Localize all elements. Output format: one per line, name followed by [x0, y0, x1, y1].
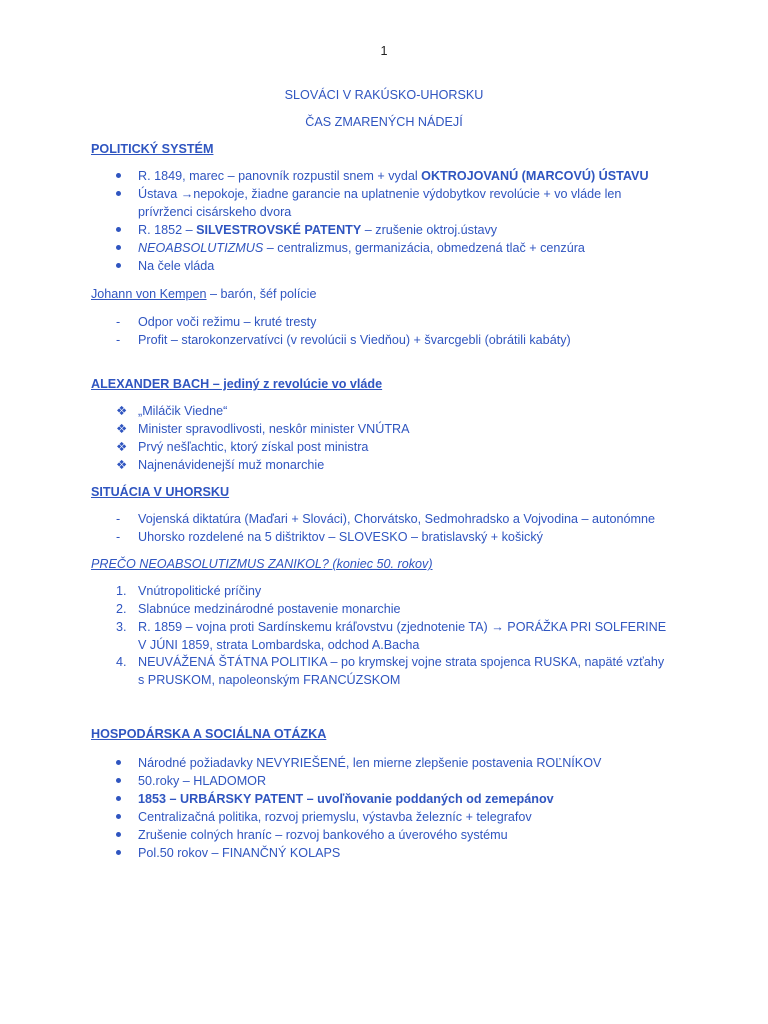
diamond-marker: ❖	[116, 422, 128, 436]
bullet-marker	[116, 239, 121, 257]
list-item: R. 1852 – SILVESTROVSKÉ PATENTY – zrušenie oktroj.ústavy	[138, 223, 498, 237]
list-item-continuation: V JÚNI 1859, strata Lombardska, odchod A.Bacha	[138, 638, 420, 652]
dash-marker: -	[116, 333, 121, 347]
diamond-marker: ❖	[116, 404, 128, 418]
bullet-marker	[116, 185, 121, 203]
list-item: Ústava →nepokoje, žiadne garancie na uplatnenie výdobytkov revolúcie + vo vláde len	[138, 187, 622, 201]
kempen-name: Johann von Kempen	[91, 287, 207, 301]
bullet-marker	[116, 754, 121, 772]
list-item: Odpor voči režimu – kruté tresty	[138, 315, 317, 329]
bullet-marker	[116, 808, 121, 826]
dash-marker: -	[116, 530, 121, 544]
list-item: Najnenávidenejší muž monarchie	[138, 458, 325, 472]
list-item: Profit – starokonzervatívci (v revolúcii s Viedňou) + švarcgebli (obrátili kabáty)	[138, 333, 571, 347]
list-item: Pol.50 rokov – FINANČNÝ KOLAPS	[138, 846, 341, 860]
list-item: Prvý nešľachtic, ktorý získal post ministra	[138, 440, 369, 454]
document-subtitle: ČAS ZMARENÝCH NÁDEJÍ	[305, 115, 463, 129]
bullet-marker	[116, 167, 121, 185]
list-item: Zrušenie colných hraníc – rozvoj bankového a úverového systému	[138, 828, 508, 842]
list-item: 50.roky – HLADOMOR	[138, 774, 267, 788]
diamond-marker: ❖	[116, 458, 128, 472]
list-item-continuation: prívrženci cisárskeho dvora	[138, 205, 292, 219]
list-item: Národné požiadavky NEVYRIEŠENÉ, len mierne zlepšenie postavenia ROĽNÍKOV	[138, 756, 602, 770]
diamond-marker: ❖	[116, 440, 128, 454]
section-heading-situation-hungary: SITUÁCIA V UHORSKU	[91, 485, 230, 499]
number-marker: 1.	[116, 584, 127, 598]
document-title: SLOVÁCI V RAKÚSKO-UHORSKU	[284, 88, 484, 102]
list-item: R. 1849, marec – panovník rozpustil snem + vydal OKTROJOVANÚ (MARCOVÚ) ÚSTAVU	[138, 169, 649, 183]
list-item: Vojenská diktatúra (Maďari + Slováci), Chorvátsko, Sedmohradsko a Vojvodina – autonómne	[138, 512, 656, 526]
bullet-marker	[116, 790, 121, 808]
list-item: „Miláčik Viedne“	[138, 404, 228, 418]
bullet-marker	[116, 257, 121, 275]
section-heading-alexander-bach: ALEXANDER BACH – jediný z revolúcie vo vláde	[91, 377, 383, 391]
bullet-marker	[116, 772, 121, 790]
section-heading-why-ended: PREČO NEOABSOLUTIZMUS ZANIKOL? (koniec 50. rokov)	[91, 557, 433, 571]
list-item: Uhorsko rozdelené na 5 dištriktov – SLOVESKO – bratislavský + košický	[138, 530, 543, 544]
list-item: R. 1859 – vojna proti Sardínskemu kráľovstvu (zjednotenie TA) → PORÁŽKA PRI SOLFERINE	[138, 620, 667, 634]
section-heading-political-system: POLITICKÝ SYSTÉM	[91, 142, 214, 156]
list-item: NEUVÁŽENÁ ŠTÁTNA POLITIKA – po krymskej vojne strata spojenca RUSKA, napäté vzťahy	[138, 655, 665, 669]
dash-marker: -	[116, 512, 121, 526]
bullet-marker	[116, 221, 121, 239]
page-number: 1	[380, 44, 388, 58]
list-item: Minister spravodlivosti, neskôr minister VNÚTRA	[138, 422, 410, 436]
bullet-marker	[116, 844, 121, 862]
list-item: Vnútropolitické príčiny	[138, 584, 262, 598]
bullet-marker	[116, 826, 121, 844]
number-marker: 2.	[116, 602, 127, 616]
list-item: Centralizačná politika, rozvoj priemyslu, výstavba železníc + telegrafov	[138, 810, 532, 824]
list-item: 1853 – URBÁRSKY PATENT – uvoľňovanie poddaných od zemepánov	[138, 792, 554, 806]
list-item: NEOABSOLUTIZMUS – centralizmus, germanizácia, obmedzená tlač + cenzúra	[138, 241, 585, 255]
number-marker: 4.	[116, 655, 127, 669]
list-item: Slabnúce medzinárodné postavenie monarchie	[138, 602, 401, 616]
section-heading-economic-social: HOSPODÁRSKA A SOCIÁLNA OTÁZKA	[91, 727, 327, 741]
list-item: Na čele vláda	[138, 259, 215, 273]
dash-marker: -	[116, 315, 121, 329]
list-item-continuation: s PRUSKOM, napoleonským FRANCÚZSKOM	[138, 673, 401, 687]
kempen-line: Johann von Kempen – barón, šéf polície	[91, 287, 317, 301]
number-marker: 3.	[116, 620, 127, 634]
